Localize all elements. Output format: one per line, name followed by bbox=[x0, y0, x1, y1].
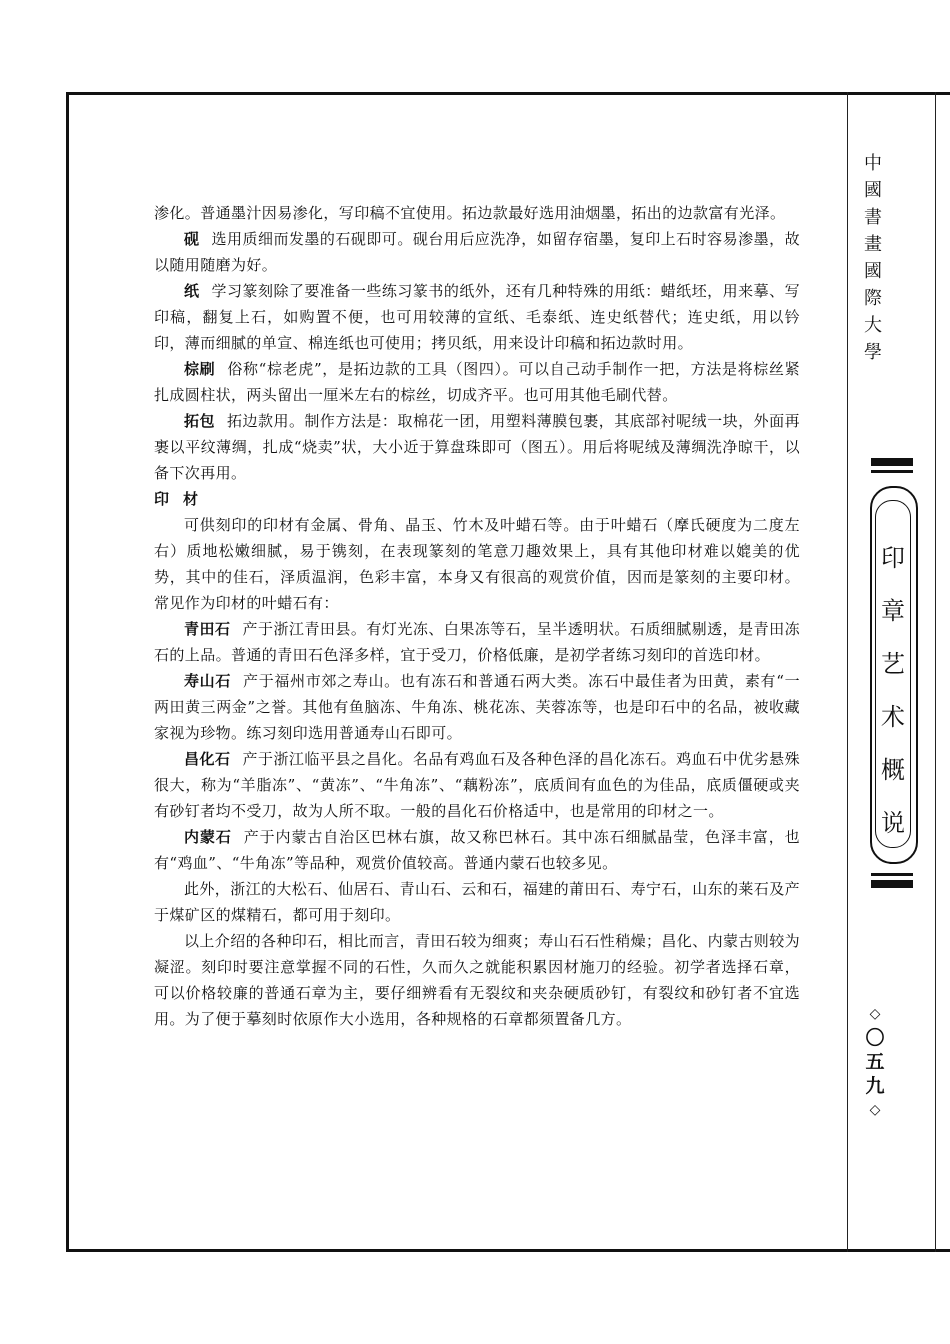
entry-text: 拓边款用。制作方法是：取棉花一团，用塑料薄膜包裹，其底部衬呢绒一块，外面再裹以平纹薄绸，扎成“烧卖”状，大小近于算盘珠即可（图五）。用后将呢绒及薄绸洗净晾干，以备下次再用。 bbox=[154, 412, 800, 482]
chapter-char: 说 bbox=[881, 809, 905, 837]
entry-term: 纸 bbox=[184, 282, 200, 300]
page-frame-bottom bbox=[66, 1249, 950, 1252]
entry-text: 学习篆刻除了要准备一些练习篆书的纸外，还有几种特殊的用纸：蜡纸坯，用来摹、写印稿，翻复上石，如购置不便，也可用较薄的宣纸、毛泰纸、连史纸替代；连史纸，用以钤印，薄而细腻的单宣、棉连纸也可使用；拷贝纸，用来设计印稿和拓边款时用。 bbox=[154, 282, 800, 352]
diamond-icon: ◇ bbox=[869, 1006, 881, 1022]
title-char: 際 bbox=[864, 288, 882, 309]
entry-text: 产于浙江青田县。有灯光冻、白果冻等石，呈半透明状。石质细腻剔透，是青田冻石的上品。普通的青田石色泽多样，宜于受刀，价格低廉，是初学者练习刻印的首选印材。 bbox=[154, 620, 800, 664]
title-char: 國 bbox=[864, 180, 882, 201]
entry-text: 产于福州市郊之寿山。也有冻石和普通石两大类。冻石中最佳者为田黄，素有“一两田黄三两金”之誉。其他有鱼脑冻、牛角冻、桃花冻、芙蓉冻等，也是印石中的名品，被收藏家视为珍物。练习刻印选用普通寿山石即可。 bbox=[154, 672, 800, 742]
title-char: 大 bbox=[864, 315, 882, 336]
sidebar-divider bbox=[847, 92, 848, 1252]
sidebar-edge bbox=[935, 92, 936, 1252]
page-frame-top bbox=[66, 92, 950, 95]
diamond-icon: ◇ bbox=[869, 1102, 881, 1118]
entry-term: 棕刷 bbox=[184, 360, 216, 378]
entry-text: 产于浙江临平县之昌化。名品有鸡血石及各种色泽的昌化冻石。鸡血石中优劣悬殊很大，称为“羊脂冻”、“黄冻”、“牛角冻”、“藕粉冻”，底质间有血色的为佳品，底质僵硬或夹有砂钉者均不受刀，故为人所不取。一般的昌化石价格适中，也是常用的印材之一。 bbox=[154, 750, 800, 820]
paragraph bbox=[154, 746, 800, 824]
chapter-char: 术 bbox=[881, 703, 905, 731]
title-char: 畫 bbox=[864, 234, 882, 255]
entry-text: 产于内蒙古自治区巴林右旗，故又称巴林石。其中冻石细腻晶莹，色泽丰富，也有“鸡血”、“牛角冻”等品种，观赏价值较高。普通内蒙石也较多见。 bbox=[154, 828, 800, 872]
title-char: 學 bbox=[864, 342, 882, 363]
chapter-title bbox=[872, 532, 914, 850]
paragraph: 渗化。普通墨汁因易渗化，写印稿不宜使用。拓边款最好选用油烟墨，拓出的边款富有光泽。 bbox=[154, 204, 786, 222]
page-digit: 九 bbox=[865, 1075, 885, 1097]
page-digit: 五 bbox=[865, 1051, 885, 1073]
chapter-char: 艺 bbox=[881, 650, 905, 678]
entry-term: 拓包 bbox=[184, 412, 215, 430]
university-title bbox=[858, 150, 888, 366]
chapter-band-top-thin bbox=[871, 470, 913, 473]
entry-term: 砚 bbox=[184, 230, 200, 248]
chapter-char: 概 bbox=[881, 756, 905, 784]
title-char: 書 bbox=[864, 207, 882, 228]
section-heading: 印材 bbox=[154, 490, 213, 508]
entry-term: 青田石 bbox=[184, 620, 231, 638]
entry-text: 俗称“棕老虎”，是拓边款的工具（图四）。可以自己动手制作一把，方法是将棕丝紧扎成圆柱状，两头留出一厘米左右的棕丝，切成齐平。也可用其他毛刷代替。 bbox=[154, 360, 800, 404]
paragraph: 可供刻印的印材有金属、骨角、晶玉、竹木及叶蜡石等。由于叶蜡石（摩氏硬度为二度左右）质地松嫩细腻，易于镌刻，在表现篆刻的笔意刀趣效果上，具有其他印材难以媲美的优势，其中的佳石，泽质温润，色彩丰富，本身又有很高的观赏价值，因而是篆刻的主要印材。常见作为印材的叶蜡石有： bbox=[154, 516, 800, 612]
paragraph bbox=[154, 226, 800, 278]
chapter-band-bottom-thin bbox=[871, 873, 913, 876]
chapter-char: 章 bbox=[881, 597, 905, 625]
paragraph bbox=[154, 408, 800, 486]
body-text bbox=[154, 200, 800, 1032]
page-digit: 〇 bbox=[865, 1027, 885, 1049]
chapter-band-bottom bbox=[871, 880, 913, 888]
entry-term: 寿山石 bbox=[184, 672, 232, 690]
title-char: 國 bbox=[864, 261, 882, 282]
paragraph bbox=[154, 356, 800, 408]
paragraph bbox=[154, 616, 800, 668]
paragraph bbox=[154, 668, 800, 746]
chapter-char: 印 bbox=[881, 544, 905, 572]
entry-text: 选用质细而发墨的石砚即可。砚台用后应洗净，如留存宿墨，复印上石时容易渗墨，故以随用随磨为好。 bbox=[154, 230, 800, 274]
page-frame-left bbox=[66, 92, 69, 1252]
chapter-band-top bbox=[871, 458, 913, 466]
paragraph: 此外，浙江的大松石、仙居石、青山石、云和石，福建的莆田石、寿宁石，山东的莱石及产于煤矿区的煤精石，都可用于刻印。 bbox=[154, 880, 801, 924]
page-number bbox=[860, 1002, 890, 1122]
entry-term: 内蒙石 bbox=[184, 828, 232, 846]
title-char: 中 bbox=[864, 153, 882, 174]
paragraph bbox=[154, 278, 800, 356]
paragraph bbox=[154, 824, 800, 876]
paragraph: 以上介绍的各种印石，相比而言，青田石较为细爽；寿山石石性稍燥；昌化、内蒙古则较为凝涩。刻印时要注意掌握不同的石性，久而久之就能积累因材施刀的经验。初学者选择石章，可以价格较廉的普通石章为主，要仔细辨看有无裂纹和夹杂硬质砂钉，有裂纹和砂钉者不宜选用。为了便于摹刻时依原作大小选用，各种规格的石章都须置备几方。 bbox=[154, 932, 801, 1028]
entry-term: 昌化石 bbox=[184, 750, 231, 768]
